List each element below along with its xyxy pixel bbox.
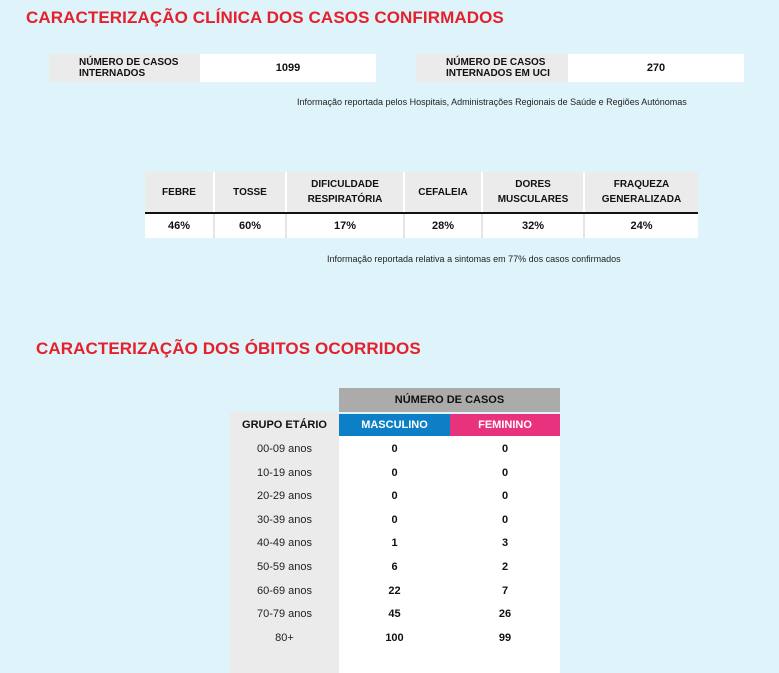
age-group-cell: 40-49 anos [256, 537, 313, 550]
female-header: FEMININO [450, 414, 560, 436]
symptom-header-line: FEBRE [162, 186, 196, 198]
symptoms-table [145, 172, 698, 238]
age-group-cell: 50-59 anos [256, 561, 313, 573]
deaths-row [230, 556, 560, 580]
symptom-header [404, 172, 482, 213]
deaths-row [230, 580, 560, 604]
age-group-cell: 00-09 anos [256, 443, 313, 455]
male-count-cell: 22 [388, 584, 401, 597]
symptom-value: 46% [145, 213, 214, 238]
male-header: MASCULINO [339, 414, 450, 436]
symptom-header [214, 172, 286, 213]
deaths-row [230, 603, 560, 627]
female-count-cell: 0 [501, 513, 509, 526]
deaths-row [230, 509, 560, 533]
symptom-header-line: DORES [515, 179, 551, 190]
symptom-header-line: MUSCULARES [497, 194, 569, 205]
male-count-cell: 1 [391, 537, 398, 550]
symptom-header-line: RESPIRATÓRIA [307, 194, 383, 205]
age-group-cell: 70-79 anos [256, 608, 313, 621]
symptom-header [145, 172, 214, 213]
symptoms-source-note: Informação reportada relativa a sintomas em 77% dos casos confirmados [327, 254, 621, 264]
hospitalized-value: 1099 [200, 54, 376, 82]
deaths-row [230, 438, 560, 462]
hospitalized-label [49, 54, 200, 82]
male-count-cell: 0 [391, 513, 398, 526]
deaths-row [230, 462, 560, 486]
symptom-value: 17% [286, 213, 404, 238]
male-count-cell: 45 [388, 608, 401, 621]
age-group-cell: 20-29 anos [256, 490, 313, 503]
symptom-header [286, 172, 404, 213]
male-count-cell: 0 [391, 443, 398, 455]
age-group-cell: 60-69 anos [256, 584, 313, 597]
symptom-value: 24% [584, 213, 698, 238]
male-count-cell: 6 [391, 561, 398, 573]
deaths-section-title: CARACTERIZAÇÃO DOS ÓBITOS OCORRIDOS [36, 339, 421, 358]
symptoms-values-row [145, 213, 698, 238]
symptom-value: 60% [214, 213, 286, 238]
age-group-cell: 30-39 anos [256, 513, 313, 526]
hospitalized-label-line1: NÚMERO DE CASOS [79, 57, 179, 68]
icu-label-line1: NÚMERO DE CASOS [446, 57, 546, 68]
deaths-table [230, 388, 560, 673]
icu-value: 270 [568, 54, 744, 82]
male-count-cell: 0 [391, 466, 398, 479]
icu-label [416, 54, 568, 82]
deaths-row [230, 532, 560, 556]
female-count-cell: 2 [501, 561, 509, 573]
female-count-cell: 0 [501, 490, 509, 503]
deaths-row [230, 485, 560, 509]
age-group-cell: 10-19 anos [256, 466, 313, 479]
symptom-header-line: DIFICULDADE [311, 179, 379, 190]
symptom-value: 32% [482, 213, 584, 238]
female-count-cell: 3 [501, 537, 509, 550]
hospitalized-label-line2: INTERNADOS [79, 68, 146, 79]
deaths-row [230, 627, 560, 651]
symptom-value: 28% [404, 213, 482, 238]
female-count-cell: 0 [501, 443, 509, 455]
female-count-cell: 99 [498, 631, 512, 644]
symptoms-header-row [145, 172, 698, 213]
symptom-header-line: TOSSE [233, 186, 267, 198]
female-count-cell: 7 [501, 584, 509, 597]
clinical-section-title: CARACTERIZAÇÃO CLÍNICA DOS CASOS CONFIRMADOS [26, 8, 504, 27]
hospital-source-note: Informação reportada pelos Hospitais, Administrações Regionais de Saúde e Regiões Autónomas [297, 97, 687, 107]
male-count-cell: 100 [385, 631, 404, 644]
hospitalized-box [49, 54, 376, 82]
age-group-cell: 80+ [275, 631, 294, 644]
cases-count-header: NÚMERO DE CASOS [339, 388, 560, 412]
icu-box [416, 54, 744, 82]
symptom-header [584, 172, 698, 213]
symptom-header-line: FRAQUEZA [613, 179, 670, 190]
male-count-cell: 0 [391, 490, 398, 503]
female-count-cell: 0 [501, 466, 509, 479]
symptom-header-line: CEFALEIA [418, 186, 468, 198]
age-group-header: GRUPO ETÁRIO [242, 419, 327, 431]
icu-label-line2: INTERNADOS EM UCI [446, 68, 550, 79]
symptom-header [482, 172, 584, 213]
symptom-header-line: GENERALIZADA [601, 194, 682, 205]
female-count-cell: 26 [498, 608, 512, 621]
